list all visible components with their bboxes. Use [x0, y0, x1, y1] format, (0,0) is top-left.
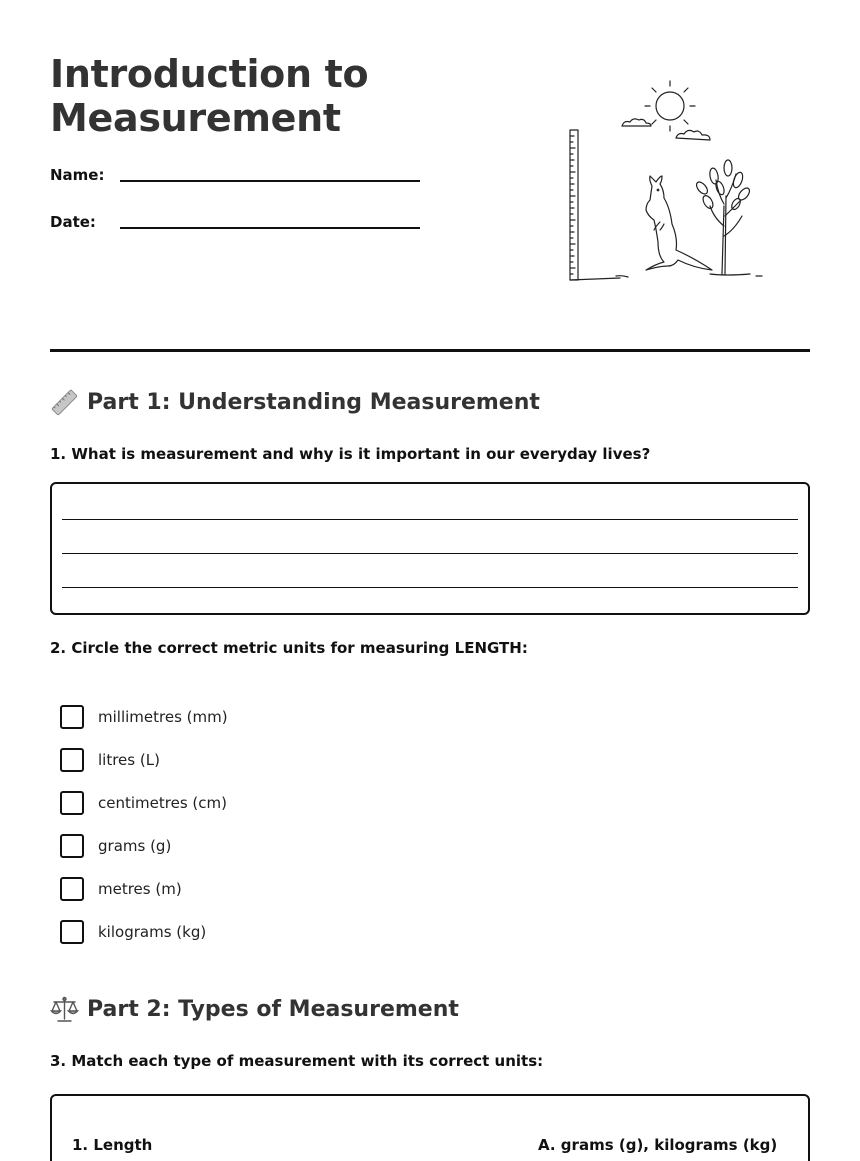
match-option-a: A. grams (g), kilograms (kg)	[538, 1136, 778, 1154]
option-metres[interactable]	[60, 877, 182, 901]
cloud-drawing	[622, 119, 651, 126]
checkbox[interactable]	[60, 705, 84, 729]
balance-scale-icon	[50, 995, 79, 1024]
part2-title: Part 2: Types of Measurement	[87, 997, 459, 1022]
checkbox[interactable]	[60, 791, 84, 815]
checkbox[interactable]	[60, 748, 84, 772]
answer-line[interactable]	[62, 553, 798, 554]
checkbox[interactable]	[60, 834, 84, 858]
option-label: metres (m)	[98, 880, 182, 898]
title-line-1: Introduction to	[50, 52, 369, 96]
ruler-drawing	[570, 130, 628, 280]
date-label: Date:	[50, 213, 96, 231]
option-label: kilograms (kg)	[98, 923, 207, 941]
answer-line[interactable]	[62, 519, 798, 520]
kangaroo-drawing	[646, 176, 712, 270]
part1-title: Part 1: Understanding Measurement	[87, 390, 540, 415]
ruler-icon	[50, 388, 79, 417]
option-grams[interactable]	[60, 834, 171, 858]
option-centimetres[interactable]	[60, 791, 227, 815]
option-label: millimetres (mm)	[98, 708, 228, 726]
checkbox[interactable]	[60, 920, 84, 944]
option-label: litres (L)	[98, 751, 160, 769]
answer-box-1[interactable]	[50, 482, 810, 615]
date-field-row	[50, 213, 420, 237]
option-millimetres[interactable]	[60, 705, 228, 729]
checkbox[interactable]	[60, 877, 84, 901]
sun-drawing	[645, 81, 695, 131]
cloud-drawing-2	[676, 130, 710, 140]
page-title	[50, 52, 470, 140]
part2-heading	[50, 995, 459, 1024]
option-litres[interactable]	[60, 748, 160, 772]
name-label: Name:	[50, 166, 105, 184]
date-input-line[interactable]	[120, 227, 420, 229]
match-item-length: 1. Length	[72, 1136, 153, 1154]
option-label: grams (g)	[98, 837, 172, 855]
question-2: 2. Circle the correct metric units for measuring LENGTH:	[50, 639, 528, 657]
answer-line[interactable]	[62, 587, 798, 588]
option-kilograms[interactable]	[60, 920, 206, 944]
name-input-line[interactable]	[120, 180, 420, 182]
header-divider	[50, 349, 810, 352]
question-3: 3. Match each type of measurement with its correct units:	[50, 1052, 544, 1070]
kangaroo-illustration	[560, 76, 770, 290]
name-field-row	[50, 166, 420, 190]
question-1: 1. What is measurement and why is it important in our everyday lives?	[50, 445, 651, 463]
option-label: centimetres (cm)	[98, 794, 227, 812]
part1-heading	[50, 388, 540, 417]
title-line-2: Measurement	[50, 96, 341, 140]
tree-drawing	[694, 160, 762, 276]
matching-box	[50, 1094, 810, 1161]
